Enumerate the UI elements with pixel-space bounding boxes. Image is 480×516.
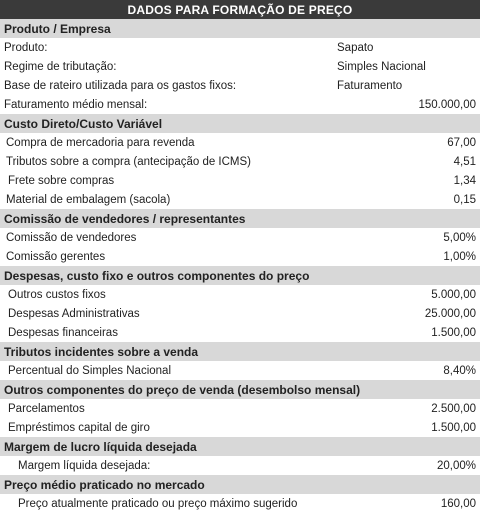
row-value: Faturamento [337, 79, 403, 92]
sheet-title: DADOS PARA FORMAÇÃO DE PREÇO [0, 0, 480, 19]
row-simples-nacional [0, 361, 480, 380]
row-comissao-vendedores [0, 228, 480, 247]
row-value: 25.000,00 [424, 307, 476, 320]
section-header-custo: Custo Direto/Custo Variável [0, 114, 480, 133]
section-header-comissao: Comissão de vendedores / representantes [0, 209, 480, 228]
section-header-tributos: Tributos incidentes sobre a venda [0, 342, 480, 361]
row-label: Material de embalagem (sacola) [6, 193, 171, 206]
row-outros-custos [0, 285, 480, 304]
row-value: 1,00% [443, 250, 476, 263]
row-embalagem [0, 190, 480, 209]
row-label: Parcelamentos [8, 402, 85, 415]
row-value: 5.000,00 [431, 288, 476, 301]
row-produto [0, 38, 480, 57]
row-value: 1.500,00 [431, 326, 476, 339]
section-header-despesas: Despesas, custo fixo e outros componentes do preço [0, 266, 480, 285]
row-base-rateio [0, 76, 480, 95]
row-despesas-financeiras [0, 323, 480, 342]
row-label: Tributos sobre a compra (antecipação de ICMS) [6, 155, 252, 168]
row-compra-mercadoria [0, 133, 480, 152]
section-header-outros: Outros componentes do preço de venda (desembolso mensal) [0, 380, 480, 399]
section-header-margem: Margem de lucro líquida desejada [0, 437, 480, 456]
row-label: Regime de tributação: [4, 60, 117, 73]
row-label: Preço atualmente praticado ou preço máximo sugerido [18, 497, 298, 510]
row-comissao-gerentes [0, 247, 480, 266]
row-value: Sapato [337, 41, 374, 54]
row-label: Comissão de vendedores [6, 231, 137, 244]
row-value: Simples Nacional [337, 60, 426, 73]
row-faturamento [0, 95, 480, 114]
row-parcelamentos [0, 399, 480, 418]
row-label: Frete sobre compras [8, 174, 115, 187]
row-tributos-compra [0, 152, 480, 171]
row-emprestimos [0, 418, 480, 437]
row-regime [0, 57, 480, 76]
row-value: 160,00 [440, 497, 476, 510]
row-value: 1,34 [453, 174, 476, 187]
row-value: 20,00% [436, 459, 476, 472]
row-value: 5,00% [443, 231, 476, 244]
row-preco-praticado [0, 494, 480, 513]
row-despesas-admin [0, 304, 480, 323]
row-label: Despesas financeiras [8, 326, 118, 339]
row-label: Produto: [4, 41, 48, 54]
section-header-preco: Preço médio praticado no mercado [0, 475, 480, 494]
section-header-produto: Produto / Empresa [0, 19, 480, 38]
row-label: Base de rateiro utilizada para os gastos fixos: [4, 79, 237, 92]
row-label: Compra de mercadoria para revenda [6, 136, 195, 149]
row-label: Margem líquida desejada: [18, 459, 151, 472]
row-value: 8,40% [443, 364, 476, 377]
row-value: 150.000,00 [418, 98, 476, 111]
row-value: 1.500,00 [431, 421, 476, 434]
row-value: 67,00 [447, 136, 476, 149]
row-label: Faturamento médio mensal: [4, 98, 148, 111]
row-frete [0, 171, 480, 190]
row-value: 0,15 [453, 193, 476, 206]
row-value: 4,51 [453, 155, 476, 168]
row-label: Despesas Administrativas [8, 307, 140, 320]
row-label: Empréstimos capital de giro [8, 421, 150, 434]
row-label: Comissão gerentes [6, 250, 106, 263]
row-label: Outros custos fixos [8, 288, 106, 301]
row-value: 2.500,00 [431, 402, 476, 415]
row-margem-liquida [0, 456, 480, 475]
row-label: Percentual do Simples Nacional [8, 364, 172, 377]
